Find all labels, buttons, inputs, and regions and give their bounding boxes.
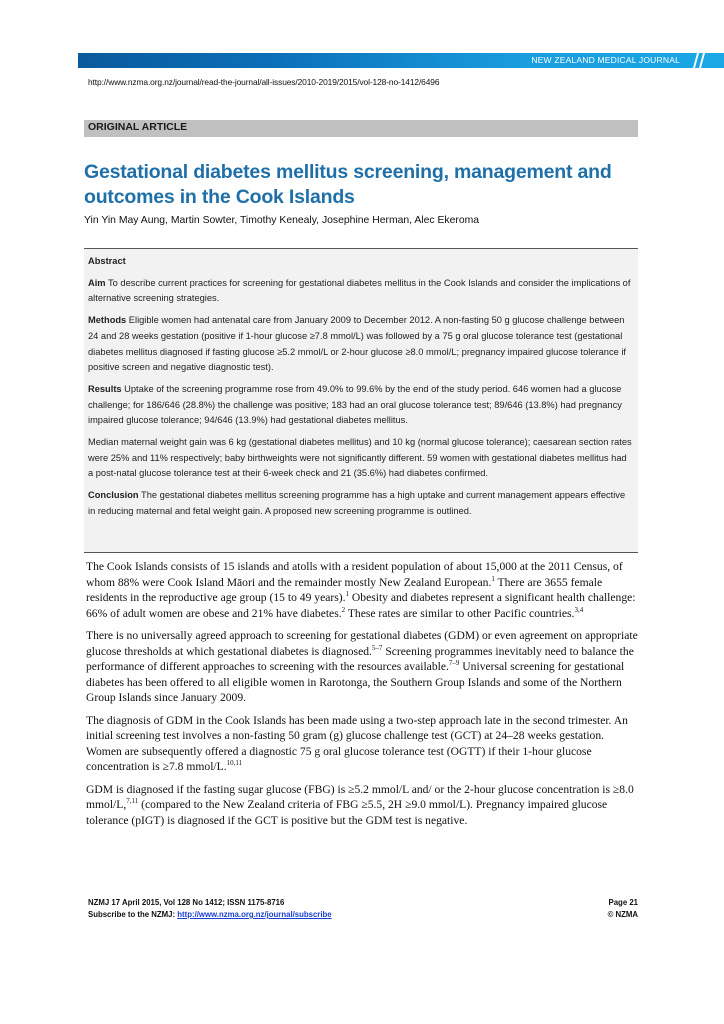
reference-link[interactable]: 10,11 bbox=[226, 759, 243, 768]
body-text: There is no universally agreed approach to screening for gestational diabetes (GDM) or even agreement on appropriate glucose thresholds at which gestational diabetes is diagnosed. bbox=[86, 629, 638, 658]
body-text: (compared to the New Zealand criteria of FBG ≥5.5, 2H ≥9.0 mmol/L). Pregnancy impaired glucose tolerance (pIGT) is diagnosed if the GCT is positive but the GDM test is negative. bbox=[86, 798, 608, 827]
abstract-results bbox=[88, 382, 634, 429]
subscribe-line bbox=[88, 909, 638, 921]
abstract-label: Methods bbox=[88, 315, 127, 326]
section-label-bar bbox=[84, 120, 638, 137]
article-title: Gestational diabetes mellitus screening, management and outcomes in the Cook Islands bbox=[84, 161, 612, 208]
body-text: There are 3655 female residents in the reproductive age group (15 to 49 years). bbox=[86, 575, 603, 604]
body-text: Screening programmes inevitably need to balance the performance of different approaches to screening with the resources available. bbox=[86, 644, 634, 673]
abstract-box bbox=[84, 248, 638, 553]
body-text: GDM is diagnosed if the fasting sugar glucose (FBG) is ≥5.2 mmol/L and/ or the 2-hour glucose concentration is ≥8.0 mmol/L, bbox=[86, 782, 634, 811]
reference-link[interactable]: 2 bbox=[341, 605, 346, 614]
article-authors: Yin Yin May Aung, Martin Sowter, Timothy Kenealy, Josephine Herman, Alec Ekeroma bbox=[84, 215, 480, 226]
copyright: © NZMA bbox=[607, 910, 638, 919]
double-slash-icon bbox=[692, 52, 706, 69]
body-text: The diagnosis of GDM in the Cook Islands has been made using a two-step approach late in the second trimester. An initial screening test involves a non-fasting 50 gram (g) glucose challenge test (GCT) at 24–28 weeks gestation. Women are subsequently offered a diagnostic 75 g oral glucose tolerance test (OGTT) if their 1-hour glucose concentration is ≥7.8 mmol/L. bbox=[86, 713, 628, 773]
page-number: Page 21 bbox=[608, 898, 638, 907]
abstract-heading: Abstract bbox=[88, 256, 126, 266]
body-paragraph-2 bbox=[86, 628, 642, 706]
reference-link[interactable]: 1 bbox=[345, 590, 349, 599]
abstract-results-cont bbox=[88, 435, 634, 482]
page-footer bbox=[88, 897, 638, 921]
reference-link[interactable]: 1 bbox=[491, 574, 495, 583]
article-body bbox=[86, 559, 642, 835]
citation: NZMJ 17 April 2015, Vol 128 No 1412; ISSN 1175-8716 bbox=[88, 898, 285, 907]
subscribe-link[interactable]: http://www.nzma.org.nz/journal/subscribe bbox=[177, 910, 332, 919]
abstract-label: Aim bbox=[88, 277, 106, 288]
body-text: Universal screening for gestational diabetes has been offered to all eligible women in Rarotonga, the Southern Group Islands and some of the Northern Group Islands since January 2009. bbox=[86, 660, 625, 704]
body-paragraph-3 bbox=[86, 713, 642, 775]
abstract-text: Uptake of the screening programme rose from 49.0% to 99.6% by the end of the study period. 646 women had a glucose challenge; for 186/646 (28.8%) the challenge was positive; 183 had an oral glucose tolerance test; 89/646 (13.8%) had pregnancy impaired glucose tolerance; 94/646 (13.9%) had gestational diabetes mellitus. bbox=[88, 383, 622, 426]
reference-link[interactable]: 5–7 bbox=[371, 643, 383, 652]
abstract-conclusion bbox=[88, 488, 634, 519]
reference-link[interactable]: 7,11 bbox=[126, 797, 139, 806]
body-paragraph-4 bbox=[86, 782, 642, 829]
body-text: The Cook Islands consists of 15 islands and atolls with a resident population of about 15,000 at the 2011 Census, of whom 88% were Cook Island Māori and the remainder mostly New Zealand European. bbox=[86, 560, 623, 589]
reference-link[interactable]: 7–9 bbox=[448, 659, 460, 668]
body-paragraph-1 bbox=[86, 559, 642, 621]
subscribe-label: Subscribe to the NZMJ: bbox=[88, 910, 178, 919]
journal-name: NEW ZEALAND MEDICAL JOURNAL bbox=[531, 55, 680, 65]
article-url: http://www.nzma.org.nz/journal/read-the-journal/all-issues/2010-2019/2015/vol-128-no-1412/6496 bbox=[88, 77, 440, 87]
abstract-aim bbox=[88, 276, 634, 307]
abstract-label: Results bbox=[88, 383, 122, 394]
abstract-text: To describe current practices for screening for gestational diabetes mellitus in the Cook Islands and consider the implications of alternative screening strategies. bbox=[88, 277, 631, 304]
body-text: These rates are similar to other Pacific countries. bbox=[345, 606, 575, 620]
abstract-methods bbox=[88, 313, 634, 376]
reference-link[interactable]: 3,4 bbox=[574, 605, 584, 614]
section-label: ORIGINAL ARTICLE bbox=[88, 121, 188, 133]
body-text: Obesity and diabetes represent a significant health challenge: 66% of adult women are obese and 21% have diabetes. bbox=[86, 591, 636, 620]
abstract-text: Eligible women had antenatal care from January 2009 to December 2012. A non-fasting 50 g glucose challenge between 24 and 28 weeks gestation (positive if 1-hour glucose ≥7.8 mmol/L) was followed by a 75 g oral glucose tolerance test (gestational diabetes mellitus diagnosed if fasting glucose ≥5.2 mmol/L or 2-hour glucose ≥8.0 mmol/L; pregnancy impaired glucose tolerance if positive screen and negative diagnostic test). bbox=[88, 315, 627, 373]
journal-header-bar bbox=[78, 53, 724, 68]
abstract-label: Conclusion bbox=[88, 490, 139, 501]
footer-right bbox=[608, 897, 638, 921]
abstract-text: The gestational diabetes mellitus screening programme has a high uptake and current management appears effective in reducing maternal and fetal weight gain. A proposed new screening programme is outlined. bbox=[88, 490, 626, 516]
abstract-text: Median maternal weight gain was 6 kg (gestational diabetes mellitus) and 10 kg (normal glucose tolerance); caesarean section rates were 25% and 11% respectively; baby birthweights were not significantly different. 59 women with gestational diabetes mellitus had a post-natal glucose tolerance test at their 6-week check and 21 (35.6%) had diabetes confirmed. bbox=[88, 437, 632, 479]
